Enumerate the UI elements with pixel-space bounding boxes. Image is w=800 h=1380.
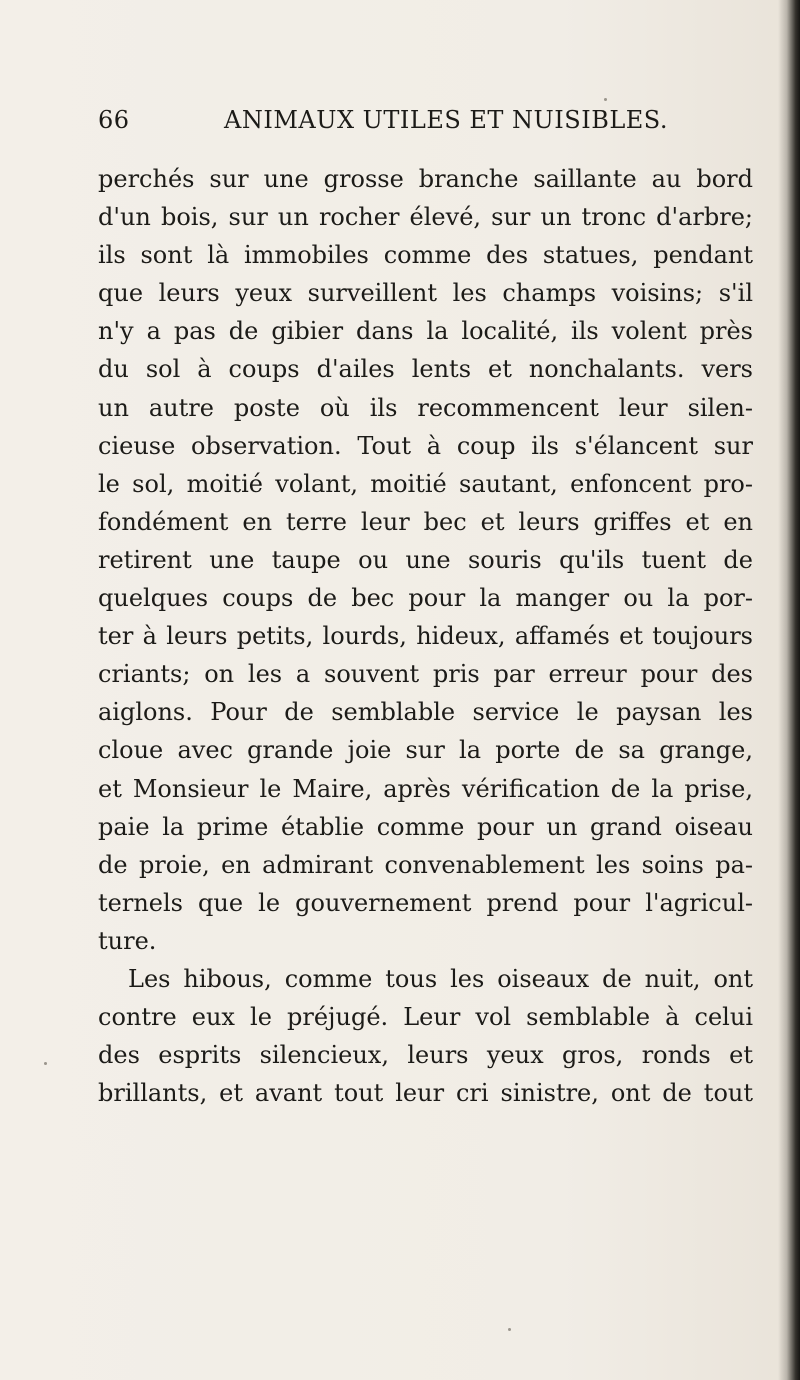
text-line: retirent une taupe ou une souris qu'ils tuent de bbox=[98, 545, 753, 574]
text-line: cieuse observation. Tout à coup ils s'élancent sur bbox=[98, 431, 753, 460]
text-line: fondément en terre leur bec et leurs griffes et en bbox=[98, 507, 753, 536]
page-number: 66 bbox=[98, 106, 130, 134]
text-line: paie la prime établie comme pour un grand oiseau bbox=[98, 812, 753, 841]
paper-speck bbox=[604, 98, 607, 101]
text-line: perchés sur une grosse branche saillante au bord bbox=[98, 165, 753, 193]
page-header bbox=[98, 106, 668, 144]
text-line: du sol à coups d'ailes lents et nonchalants. vers bbox=[98, 355, 753, 384]
text-line: ils sont là immobiles comme des statues, pendant bbox=[98, 241, 753, 270]
text-line: que leurs yeux surveillent les champs voisins; s'il bbox=[98, 279, 753, 308]
text-line: d'un bois, sur un rocher élevé, sur un tronc d'arbre; bbox=[98, 203, 753, 232]
text-line: aiglons. Pour de semblable service le paysan les bbox=[98, 698, 753, 727]
text-line: cloue avec grande joie sur la porte de sa grange, bbox=[98, 736, 753, 765]
text-line: quelques coups de bec pour la manger ou la por- bbox=[98, 584, 753, 613]
spine-shadow bbox=[778, 0, 800, 1380]
text-line: des esprits silencieux, leurs yeux gros, ronds et bbox=[98, 1041, 753, 1070]
running-title: ANIMAUX UTILES ET NUISIBLES. bbox=[224, 106, 668, 134]
text-line: contre eux le préjugé. Leur vol semblable à celui bbox=[98, 1003, 753, 1032]
text-line: ternels que le gouvernement prend pour l'agricul- bbox=[98, 888, 753, 917]
text-line: n'y a pas de gibier dans la localité, ils volent près bbox=[98, 317, 753, 346]
text-line: ter à leurs petits, lourds, hideux, affamés et toujours bbox=[98, 622, 753, 651]
text-line: de proie, en admirant convenablement les soins pa- bbox=[98, 850, 753, 879]
text-line: criants; on les a souvent pris par erreur pour des bbox=[98, 660, 753, 689]
text-line: et Monsieur le Maire, après vérification de la prise, bbox=[98, 774, 753, 803]
paper-speck bbox=[508, 1328, 511, 1331]
text-line: un autre poste où ils recommencent leur silen- bbox=[98, 393, 753, 422]
paper-speck bbox=[44, 1062, 47, 1065]
text-line: Les hibous, comme tous les oiseaux de nuit, ont bbox=[128, 964, 753, 993]
text-line: brillants, et avant tout leur cri sinistre, ont de tout bbox=[98, 1079, 753, 1108]
body-text bbox=[98, 160, 753, 1112]
text-line: ture. bbox=[98, 926, 157, 955]
text-line: le sol, moitié volant, moitié sautant, enfoncent pro- bbox=[98, 469, 753, 498]
